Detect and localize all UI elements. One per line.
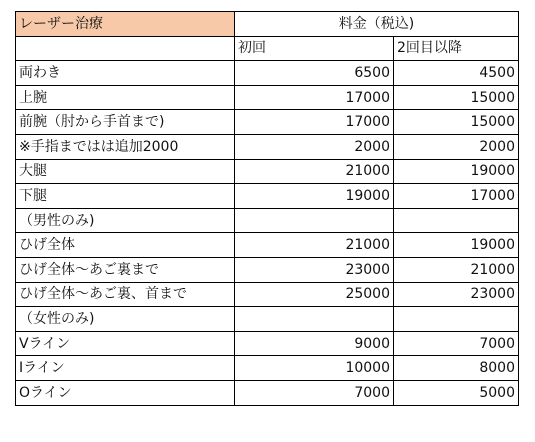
table-row (16, 159, 519, 184)
treatment-header: レーザー治療 (16, 12, 235, 37)
section-row (16, 208, 519, 233)
first-price: 6500 (235, 61, 394, 86)
later-price: 5000 (394, 380, 519, 405)
row-label: Iライン (16, 356, 235, 381)
later-price: 15000 (394, 85, 519, 110)
row-label: 上腕 (16, 85, 235, 110)
table-row (16, 257, 519, 282)
first-price: 23000 (235, 257, 394, 282)
first-visit-header: 初回 (235, 36, 394, 61)
first-price: 10000 (235, 356, 394, 381)
later-visit-header: 2回目以降 (394, 36, 519, 61)
first-price: 9000 (235, 331, 394, 356)
row-label: Oライン (16, 380, 235, 405)
later-price: 23000 (394, 282, 519, 307)
first-price: 2000 (235, 134, 394, 159)
first-price: 17000 (235, 85, 394, 110)
section-label: （男性のみ) (16, 208, 235, 233)
row-label: 前腕（肘から手首まで) (16, 110, 235, 135)
table-row (16, 184, 519, 209)
later-price: 21000 (394, 257, 519, 282)
later-price: 17000 (394, 184, 519, 209)
table-row (16, 134, 519, 159)
table-row (16, 110, 519, 135)
first-price (235, 208, 394, 233)
table-row (16, 331, 519, 356)
table-row (16, 380, 519, 405)
row-label: 大腿 (16, 159, 235, 184)
first-price: 25000 (235, 282, 394, 307)
later-price: 8000 (394, 356, 519, 381)
first-price: 7000 (235, 380, 394, 405)
first-price (235, 307, 394, 332)
first-price: 19000 (235, 184, 394, 209)
price-table (15, 11, 519, 406)
table-row (16, 85, 519, 110)
later-price: 4500 (394, 61, 519, 86)
header-row (16, 12, 519, 37)
later-price (394, 307, 519, 332)
row-label: ひげ全体 (16, 233, 235, 258)
table-row (16, 282, 519, 307)
table-row (16, 61, 519, 86)
row-label: 両わき (16, 61, 235, 86)
row-label: 下腿 (16, 184, 235, 209)
row-label: ひげ全体〜あご裏まで (16, 257, 235, 282)
later-price: 19000 (394, 159, 519, 184)
table-row (16, 356, 519, 381)
first-price: 21000 (235, 233, 394, 258)
price-header: 料金（税込) (235, 12, 519, 37)
empty-cell (16, 36, 235, 61)
later-price: 19000 (394, 233, 519, 258)
row-label: ※手指まではは追加2000 (16, 134, 235, 159)
first-price: 21000 (235, 159, 394, 184)
later-price: 15000 (394, 110, 519, 135)
later-price (394, 208, 519, 233)
subheader-row (16, 36, 519, 61)
table-row (16, 233, 519, 258)
section-label: （女性のみ) (16, 307, 235, 332)
first-price: 17000 (235, 110, 394, 135)
row-label: ひげ全体〜あご裏、首まで (16, 282, 235, 307)
row-label: Vライン (16, 331, 235, 356)
later-price: 7000 (394, 331, 519, 356)
section-row (16, 307, 519, 332)
later-price: 2000 (394, 134, 519, 159)
